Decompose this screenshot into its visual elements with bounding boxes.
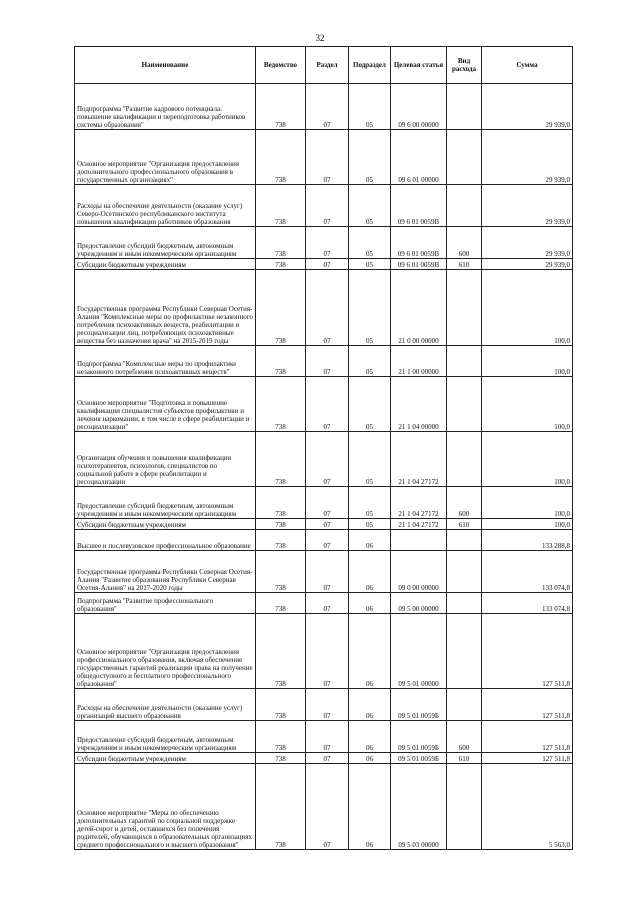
amount-cell: 5 563,0 [482,764,573,850]
amount-cell: 133 288,8 [482,530,573,551]
column-header: Сумма [482,47,573,84]
expense-type-cell [447,270,482,346]
dept-cell: 738 [256,753,306,764]
target-article-cell: 09 5 03 00000 [391,764,447,850]
amount-cell: 127 511,8 [482,689,573,721]
row-name-cell: Субсидии бюджетным учреждениям [75,753,256,764]
subsection-cell: 05 [349,270,391,346]
target-article-cell: 09 6 01 0059В [391,185,447,227]
section-cell: 07 [306,487,349,519]
expense-type-cell [447,432,482,487]
amount-cell: 127 511,8 [482,614,573,689]
section-cell: 07 [306,270,349,346]
amount-cell: 100,0 [482,377,573,432]
expense-type-cell: 610 [447,259,482,270]
row-name-cell: Подпрограмма "Развитие профессионального образования" [75,593,256,614]
subsection-cell: 05 [349,432,391,487]
subsection-cell: 06 [349,593,391,614]
table-row [75,130,573,185]
amount-cell: 100,0 [482,346,573,377]
amount-cell: 133 074,8 [482,593,573,614]
dept-cell: 738 [256,519,306,530]
expense-type-cell: 600 [447,227,482,259]
column-header: Целевая статья [391,47,447,84]
section-cell: 07 [306,227,349,259]
table-row [75,764,573,850]
table-row [75,377,573,432]
subsection-cell: 05 [349,185,391,227]
subsection-cell: 06 [349,551,391,593]
dept-cell: 738 [256,84,306,130]
expense-type-cell [447,130,482,185]
dept-cell: 738 [256,130,306,185]
target-article-cell: 21 1 04 27172 [391,519,447,530]
dept-cell: 738 [256,487,306,519]
amount-cell: 100,0 [482,519,573,530]
row-name-cell: Предоставление субсидий бюджетным, автономным учреждениям и иным некоммерческим организациям [75,487,256,519]
expense-type-cell [447,377,482,432]
subsection-cell: 05 [349,130,391,185]
target-article-cell: 21 0 00 00000 [391,270,447,346]
table-row [75,593,573,614]
section-cell: 07 [306,432,349,487]
row-name-cell: Государственная программа Республики Северная Осетия-Алания "Развитие образования Республики Северная Осетия-Алания" на 2017-2020 годы [75,551,256,593]
amount-cell: 133 074,8 [482,551,573,593]
table-row [75,551,573,593]
section-cell: 07 [306,185,349,227]
dept-cell: 738 [256,551,306,593]
section-cell: 07 [306,346,349,377]
subsection-cell: 06 [349,764,391,850]
subsection-cell: 05 [349,84,391,130]
subsection-cell: 05 [349,346,391,377]
table-row [75,270,573,346]
expense-type-cell: 600 [447,721,482,753]
column-header: Ведомство [256,47,306,84]
target-article-cell: 09 5 01 0059Б [391,753,447,764]
section-cell: 07 [306,377,349,432]
subsection-cell: 05 [349,259,391,270]
expense-type-cell [447,689,482,721]
target-article-cell: 09 6 00 00000 [391,84,447,130]
row-name-cell: Основное мероприятие "Организация предоставления дополнительного профессионального образования в государственных организациях" [75,130,256,185]
target-article-cell: 21 1 04 27172 [391,432,447,487]
target-article-cell: 09 5 00 00000 [391,593,447,614]
expense-type-cell [447,614,482,689]
row-name-cell: Основное мероприятие "Организация предоставления профессионального образования, включая обеспечение государственных гарантий реализации права на получение общедоступного и бесплатного профессионального образования" [75,614,256,689]
dept-cell: 738 [256,432,306,487]
column-header: Наименование [75,47,256,84]
amount-cell: 29 939,0 [482,84,573,130]
subsection-cell: 06 [349,614,391,689]
section-cell: 07 [306,530,349,551]
row-name-cell: Организация обучения и повышения квалификации психотерапевтов, психологов, специалистов по социальной работе в сфере реабилитации и ресоциализации [75,432,256,487]
table-row [75,185,573,227]
dept-cell: 738 [256,185,306,227]
expense-type-cell [447,84,482,130]
amount-cell: 100,0 [482,270,573,346]
table-row [75,227,573,259]
dept-cell: 738 [256,614,306,689]
target-article-cell: 21 1 00 00000 [391,346,447,377]
target-article-cell: 21 1 04 27172 [391,487,447,519]
section-cell: 07 [306,130,349,185]
subsection-cell: 05 [349,227,391,259]
expense-type-cell [447,346,482,377]
dept-cell: 738 [256,593,306,614]
expense-type-cell [447,764,482,850]
row-name-cell: Предоставление субсидий бюджетным, автономным учреждениям и иным некоммерческим организациям [75,227,256,259]
table-row [75,689,573,721]
amount-cell: 29 939,0 [482,130,573,185]
amount-cell: 29 939,0 [482,259,573,270]
table-header-row [75,47,573,84]
section-cell: 07 [306,614,349,689]
amount-cell: 100,0 [482,432,573,487]
table-row [75,346,573,377]
column-header: Раздел [306,47,349,84]
dept-cell: 738 [256,689,306,721]
row-name-cell: Расходы на обеспечение деятельности (оказание услуг) организаций высшего образования [75,689,256,721]
dept-cell: 738 [256,721,306,753]
target-article-cell: 09 0 00 00000 [391,551,447,593]
table-body [75,84,573,850]
table-row [75,614,573,689]
target-article-cell: 21 1 04 00000 [391,377,447,432]
section-cell: 07 [306,259,349,270]
amount-cell: 29 939,0 [482,227,573,259]
expense-type-cell: 610 [447,519,482,530]
expense-type-cell: 600 [447,487,482,519]
amount-cell: 127 511,8 [482,721,573,753]
row-name-cell: Субсидии бюджетным учреждениям [75,259,256,270]
table-row [75,721,573,753]
dept-cell: 738 [256,764,306,850]
row-name-cell: Государственная программа Республики Северная Осетия-Алания "Комплексные меры по профилактике незаконного потребления психоактивных веществ, реабилитации и ресоциализации лиц, потребляющих психоактивные вещества без назначения врача" на 2015-2019 годы [75,270,256,346]
row-name-cell: Основное мероприятие "Меры по обеспечению дополнительных гарантий по социальной поддержке детей-сирот и детей, оставшихся без попечения родителей, обучающихся в образовательных организациях среднего профессионального и высшего образования" [75,764,256,850]
target-article-cell: 09 5 01 00000 [391,614,447,689]
page-number: 32 [315,33,325,43]
expense-type-cell: 610 [447,753,482,764]
section-cell: 07 [306,753,349,764]
target-article-cell: 09 6 01 0059В [391,227,447,259]
row-name-cell: Основное мероприятие "Подготовка и повышение квалификации специалистов субъектов профилактики и лечения наркомании, в том числе в сфере реабилитации и ресоциализации" [75,377,256,432]
row-name-cell: Высшее и послевузовское профессиональное образование [75,530,256,551]
subsection-cell: 05 [349,377,391,432]
table-row [75,84,573,130]
row-name-cell: Субсидии бюджетным учреждениям [75,519,256,530]
subsection-cell: 06 [349,721,391,753]
dept-cell: 738 [256,259,306,270]
column-header: Вид расхода [447,47,482,84]
target-article-cell: 09 5 01 0059Б [391,721,447,753]
table-row [75,530,573,551]
row-name-cell: Подпрограмма "Развитие кадрового потенциала: повышение квалификации и переподготовка работников системы образования" [75,84,256,130]
dept-cell: 738 [256,270,306,346]
budget-table [74,46,573,850]
target-article-cell: 09 5 01 0059Б [391,689,447,721]
subsection-cell: 05 [349,519,391,530]
table-row [75,753,573,764]
section-cell: 07 [306,764,349,850]
row-name-cell: Расходы на обеспечение деятельности (оказание услуг) Северо-Осетинского республиканского института повышения квалификации работников образования [75,185,256,227]
subsection-cell: 05 [349,487,391,519]
section-cell: 07 [306,84,349,130]
dept-cell: 738 [256,346,306,377]
amount-cell: 127 511,8 [482,753,573,764]
column-header: Подраздел [349,47,391,84]
target-article-cell [391,530,447,551]
section-cell: 07 [306,721,349,753]
expense-type-cell [447,530,482,551]
table-row [75,519,573,530]
dept-cell: 738 [256,377,306,432]
target-article-cell: 09 6 01 00000 [391,130,447,185]
target-article-cell: 09 6 01 0059В [391,259,447,270]
row-name-cell: Подпрограмма "Комплексные меры по профилактике незаконного потребления психоактивных веществ" [75,346,256,377]
row-name-cell: Предоставление субсидий бюджетным, автономным учреждениям и иным некоммерческим организациям [75,721,256,753]
section-cell: 07 [306,593,349,614]
table-row [75,259,573,270]
expense-type-cell [447,551,482,593]
amount-cell: 29 939,0 [482,185,573,227]
dept-cell: 738 [256,530,306,551]
section-cell: 07 [306,519,349,530]
subsection-cell: 06 [349,689,391,721]
section-cell: 07 [306,551,349,593]
expense-type-cell [447,185,482,227]
table-row [75,487,573,519]
subsection-cell: 06 [349,753,391,764]
table-row [75,432,573,487]
expense-type-cell [447,593,482,614]
dept-cell: 738 [256,227,306,259]
section-cell: 07 [306,689,349,721]
subsection-cell: 06 [349,530,391,551]
amount-cell: 100,0 [482,487,573,519]
